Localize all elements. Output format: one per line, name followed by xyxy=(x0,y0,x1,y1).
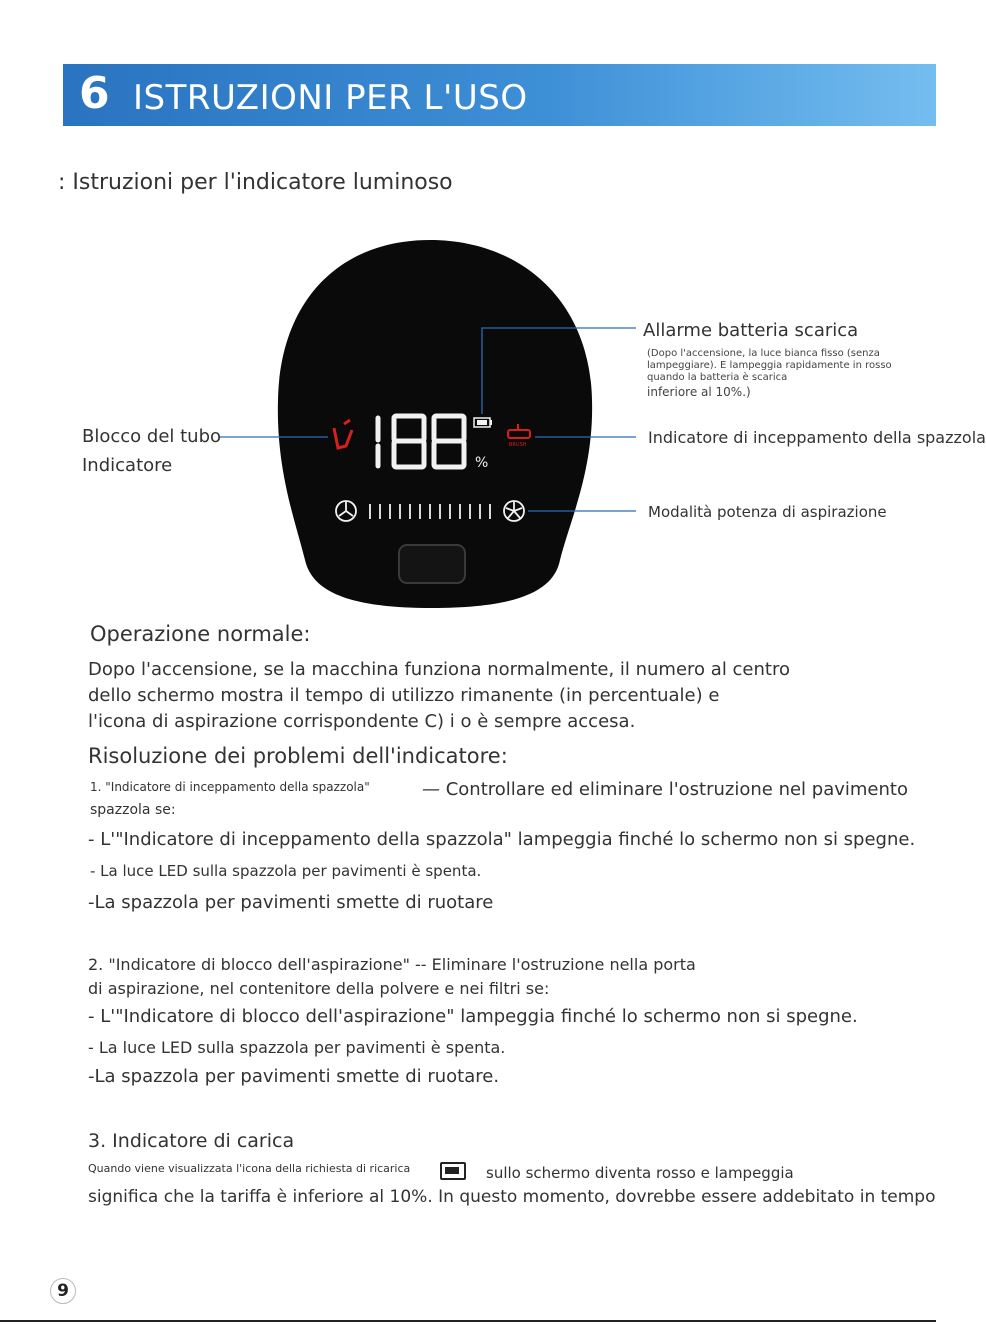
subtitle: : Istruzioni per l'indicatore luminoso xyxy=(58,170,453,195)
item2-line-1: 2. "Indicatore di blocco dell'aspirazione" -- Eliminare l'ostruzione nella porta xyxy=(88,955,696,974)
item2-bullet-1: - L'"Indicatore di blocco dell'aspirazione" lampeggia finché lo schermo non si spegne. xyxy=(88,1006,858,1027)
item2-bullet-2: - La luce LED sulla spazzola per pavimenti è spenta. xyxy=(88,1038,506,1057)
normal-operation-title: Operazione normale: xyxy=(90,622,311,646)
item1-bullet-3: -La spazzola per pavimenti smette di ruotare xyxy=(88,892,494,913)
item3-tail: sullo schermo diventa rosso e lampeggia xyxy=(486,1164,794,1182)
suction-mode-label: Modalità potenza di aspirazione xyxy=(648,503,887,521)
section-number: 6 xyxy=(79,68,110,119)
item1-heading-small: 1. "Indicatore di inceppamento della spazzola" xyxy=(90,780,370,794)
troubleshooting-title: Risoluzione dei problemi dell'indicatore: xyxy=(88,744,508,768)
svg-text:BRUSH: BRUSH xyxy=(509,442,527,448)
item1-heading-tail: — Controllare ed eliminare l'ostruzione nel pavimento xyxy=(422,779,908,800)
item1-line-2: spazzola se: xyxy=(90,802,176,818)
item1-bullet-1: - L'"Indicatore di inceppamento della spazzola" lampeggia finché lo schermo non si spegne. xyxy=(88,829,916,850)
power-button xyxy=(399,545,465,583)
brush-clog-label: Indicatore di inceppamento della spazzola xyxy=(648,428,986,447)
item3-line-2: significa che la tariffa è inferiore al 10%. In questo momento, dovrebbe essere addebitato in tempo xyxy=(88,1187,936,1207)
item1-bullet-2: - La luce LED sulla spazzola per pavimenti è spenta. xyxy=(90,862,482,880)
item2-line-2: di aspirazione, nel contenitore della polvere e nei filtri se: xyxy=(88,979,550,998)
item3-small: Quando viene visualizzata l'icona della richiesta di ricarica xyxy=(88,1162,411,1175)
percent-sign: % xyxy=(475,455,489,471)
item2-bullet-3: -La spazzola per pavimenti smette di ruotare. xyxy=(88,1066,500,1087)
item3-title: 3. Indicatore di carica xyxy=(88,1130,295,1152)
charge-request-icon xyxy=(440,1162,466,1180)
battery-alarm-note: (Dopo l'accensione, la luce bianca fisso (senza lampeggiare). E lampeggia rapidamente in rosso quando la batteria è scarica xyxy=(647,348,892,383)
bottom-rule xyxy=(0,1320,936,1322)
section-title: ISTRUZIONI PER L'USO xyxy=(133,78,528,118)
page-number: 9 xyxy=(50,1278,76,1304)
battery-alarm-note-2: inferiore al 10%.) xyxy=(647,385,751,399)
normal-line-1: Dopo l'accensione, se la macchina funziona normalmente, il numero al centro xyxy=(88,659,790,680)
tube-block-label: Blocco del tubo xyxy=(82,426,222,447)
battery-alarm-label: Allarme batteria scarica xyxy=(643,320,859,341)
tube-block-label-2: Indicatore xyxy=(82,455,173,476)
normal-line-2: dello schermo mostra il tempo di utilizzo rimanente (in percentuale) e xyxy=(88,685,720,706)
normal-line-3: l'icona di aspirazione corrispondente C) i o è sempre accesa. xyxy=(88,711,636,732)
